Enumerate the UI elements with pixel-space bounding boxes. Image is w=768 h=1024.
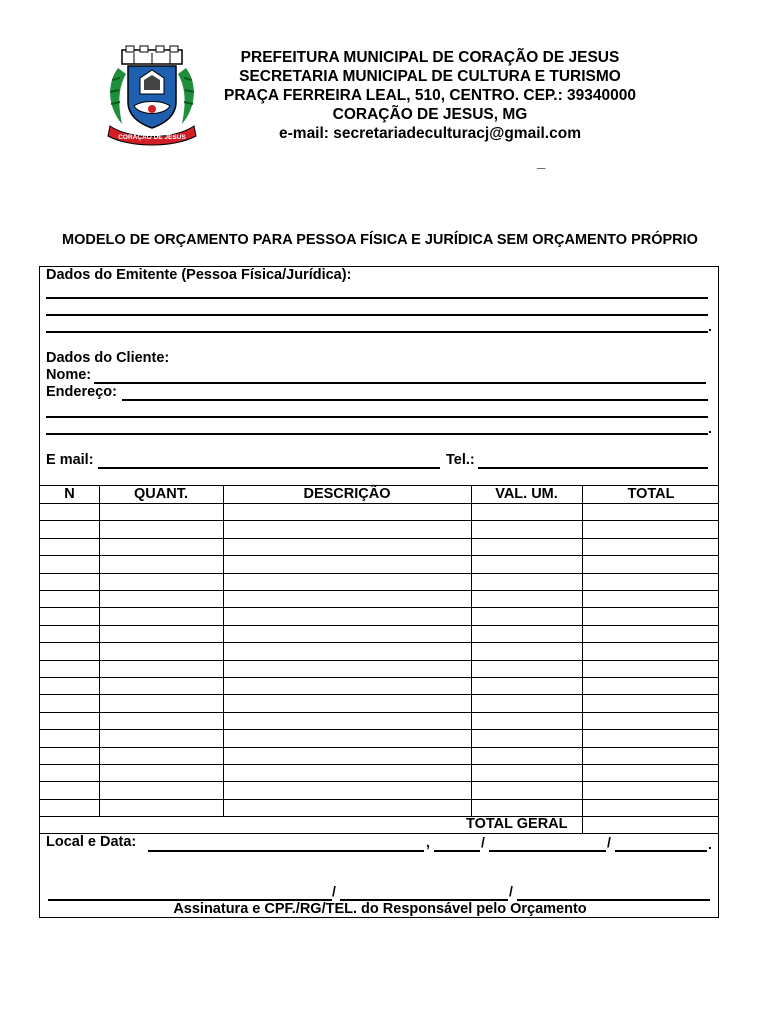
local-field[interactable] xyxy=(148,850,424,852)
signature-caption: Assinatura e CPF./RG/TEL. do Responsável pelo Orçamento xyxy=(173,901,587,917)
endereco-field[interactable] xyxy=(122,399,708,401)
endereco-line-2[interactable] xyxy=(46,416,708,418)
endereco-line-3[interactable] xyxy=(46,433,708,435)
local-data-slash-2: / xyxy=(607,834,611,850)
col-header-n: N xyxy=(64,486,75,502)
year-field[interactable] xyxy=(615,850,707,852)
col-divider-4 xyxy=(582,485,583,833)
header-line-2: SECRETARIA MUNICIPAL DE CULTURA E TURISMO xyxy=(239,68,621,85)
crown-icon xyxy=(122,46,182,64)
cliente-label: Dados do Cliente: xyxy=(46,350,170,366)
table-row-line xyxy=(40,729,718,730)
header-line-4: CORAÇÃO DE JESUS, MG xyxy=(332,106,528,123)
table-row-line xyxy=(40,747,718,748)
col-header-val-um: VAL. UM. xyxy=(495,486,558,502)
emitente-period: . xyxy=(708,318,712,334)
local-data-label: Local e Data: xyxy=(46,834,137,850)
nome-label: Nome: xyxy=(46,367,92,383)
letterhead xyxy=(200,48,660,143)
total-geral-bottom-border xyxy=(40,833,718,834)
table-row-line xyxy=(40,573,718,574)
table-row-line xyxy=(40,607,718,608)
signature-slash-2: / xyxy=(509,883,513,899)
emitente-line-2[interactable] xyxy=(46,314,708,316)
table-row-line xyxy=(40,764,718,765)
svg-text:CORAÇÃO DE JESUS: CORAÇÃO DE JESUS xyxy=(118,134,186,141)
email-label: E mail: xyxy=(46,452,94,468)
email-field[interactable] xyxy=(98,467,440,469)
table-row-line xyxy=(40,694,718,695)
col-divider-3 xyxy=(471,485,472,816)
emitente-line-1[interactable] xyxy=(46,297,708,299)
col-header-descricao: DESCRIÇÃO xyxy=(303,486,391,502)
ribbon-icon xyxy=(108,126,196,145)
emitente-label: Dados do Emitente (Pessoa Física/Jurídica): xyxy=(46,267,352,283)
col-header-total: TOTAL xyxy=(627,486,675,502)
nome-field[interactable] xyxy=(94,382,706,384)
coat-of-arms-logo xyxy=(104,44,200,148)
signature-slash-1: / xyxy=(332,883,336,899)
table-row-line xyxy=(40,660,718,661)
header-line-3: PRAÇA FERREIRA LEAL, 510, CENTRO. CEP.: 39340000 xyxy=(223,87,637,104)
local-data-slash-1: / xyxy=(481,834,485,850)
shield-icon xyxy=(128,66,176,128)
table-row-line xyxy=(40,816,718,817)
table-row-line xyxy=(40,538,718,539)
table-row-line xyxy=(40,625,718,626)
month-field[interactable] xyxy=(489,850,606,852)
endereco-period: . xyxy=(708,420,712,436)
form-title: MODELO DE ORÇAMENTO PARA PESSOA FÍSICA E JURÍDICA SEM ORÇAMENTO PRÓPRIO xyxy=(62,232,698,248)
form-box xyxy=(39,266,719,918)
table-row-line xyxy=(40,555,718,556)
col-divider-1 xyxy=(99,485,100,816)
table-row-line xyxy=(40,590,718,591)
endereco-label: Endereço: xyxy=(46,384,117,400)
col-divider-2 xyxy=(223,485,224,816)
header-line-1: PREFEITURA MUNICIPAL DE CORAÇÃO DE JESUS xyxy=(240,49,620,66)
tel-label: Tel.: xyxy=(446,452,475,468)
table-row-line xyxy=(40,503,718,504)
table-row-line xyxy=(40,642,718,643)
tel-field[interactable] xyxy=(478,467,708,469)
local-data-comma: , xyxy=(426,834,430,850)
header-dash: _ xyxy=(537,154,546,171)
table-row-line xyxy=(40,677,718,678)
table-row-line xyxy=(40,520,718,521)
emitente-line-3[interactable] xyxy=(46,331,708,333)
local-data-period: . xyxy=(708,836,712,852)
table-row-line xyxy=(40,799,718,800)
table-row-line xyxy=(40,781,718,782)
table-row-line xyxy=(40,712,718,713)
header-line-5: e-mail: secretariadeculturacj@gmail.com xyxy=(279,125,581,142)
col-header-quant: QUANT. xyxy=(134,486,188,502)
total-geral-label: TOTAL GERAL xyxy=(466,816,568,832)
day-field[interactable] xyxy=(434,850,480,852)
